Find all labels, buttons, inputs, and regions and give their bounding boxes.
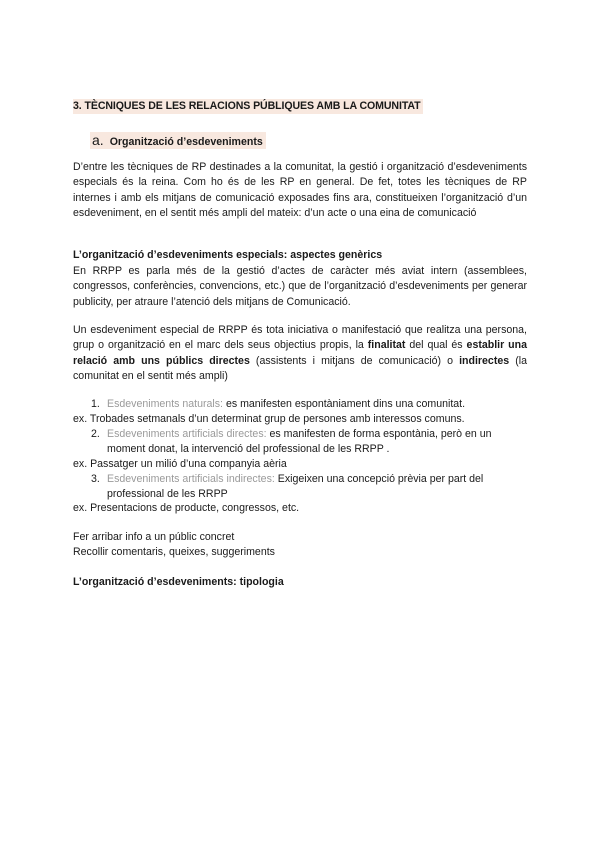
subsection-title: Organització d’esdeveniments <box>109 136 263 148</box>
definition-bold-relacio: establir una relació amb uns públics directes <box>73 339 528 367</box>
list-item-continuation: moment donat, la intervenció del professional de les RRPP . <box>107 443 390 455</box>
list-item <box>107 397 465 412</box>
list-item-label: Esdeveniments naturals: <box>107 398 224 410</box>
list-item-continuation: professional de les RRPP <box>107 488 228 500</box>
definition-bold-finalitat: finalitat <box>367 339 406 352</box>
list-item-text: es manifesten de forma espontània, però en un <box>266 428 492 440</box>
list-item-label: Esdeveniments artificials indirectes: <box>107 473 275 485</box>
section-title: 3. TÈCNIQUES DE LES RELACIONS PÚBLIQUES AMB LA COMUNITAT <box>73 100 421 112</box>
list-item-example: ex. Passatger un milió d’una companyia aèria <box>73 458 287 470</box>
list-item-number: 1. <box>91 398 100 410</box>
definition-text-4: (la comunitat en el sentit més ampli) <box>73 354 528 382</box>
list-item <box>107 472 483 487</box>
purpose-line: Recollir comentaris, queixes, suggeriments <box>73 546 275 558</box>
definition-text-1: Un esdeveniment especial de RRPP és tota iniciativa o manifestació que realitza una persona, grup o organització en el marc dels seus objectius propis, la <box>73 324 527 352</box>
list-item-number: 3. <box>91 473 100 485</box>
list-item-label: Esdeveniments artificials directes: <box>107 428 267 440</box>
definition-paragraph <box>73 323 527 384</box>
list-item-example: ex. Presentacions de producte, congressos, etc. <box>73 502 300 514</box>
definition-text-3: (assistents i mitjans de comunicació) o <box>249 354 460 367</box>
purpose-line: Fer arribar info a un públic concret <box>73 531 235 543</box>
subsection-heading <box>90 132 266 149</box>
list-item-text: es manifesten espontàniament dins una comunitat. <box>223 398 466 410</box>
subsection-letter: a. <box>92 132 104 148</box>
generic-aspects-paragraph: En RRPP es parla més de la gestió d’actes de caràcter més aviat intern (assemblees, congressos, conferències, convencions, etc.) que de l’organització d’esdeveniments per generar publicity, per atraure l’atenció dels mitjans de Comunicació. <box>73 265 527 308</box>
list-item <box>107 427 492 442</box>
list-item-number: 2. <box>91 428 100 440</box>
intro-paragraph: D’entre les tècniques de RP destinades a la comunitat, la gestió i organització d’esdeveniments especials és la reina. Com ho és de les RP en general. De fet, totes les tècniques de RP internes i amb els mitjans de comunicació exposades fins ara, constitueixen l’organització d’un esdeveniment, en el sentit més ampli del mateix: d’un acte o una eina de comunicació <box>73 161 527 219</box>
list-item-example: ex. Trobades setmanals d’un determinat grup de persones amb interessos comuns. <box>73 413 465 425</box>
list-item-text: Exigeixen una concepció prèvia per part del <box>274 473 484 485</box>
generic-aspects-heading: L’organització d’esdeveniments especials: aspectes genèrics <box>73 249 383 261</box>
definition-bold-indirectes: indirectes <box>459 354 510 367</box>
definition-text-2: del qual és <box>405 339 467 352</box>
typology-heading: L’organització d’esdeveniments: tipologia <box>73 576 284 588</box>
